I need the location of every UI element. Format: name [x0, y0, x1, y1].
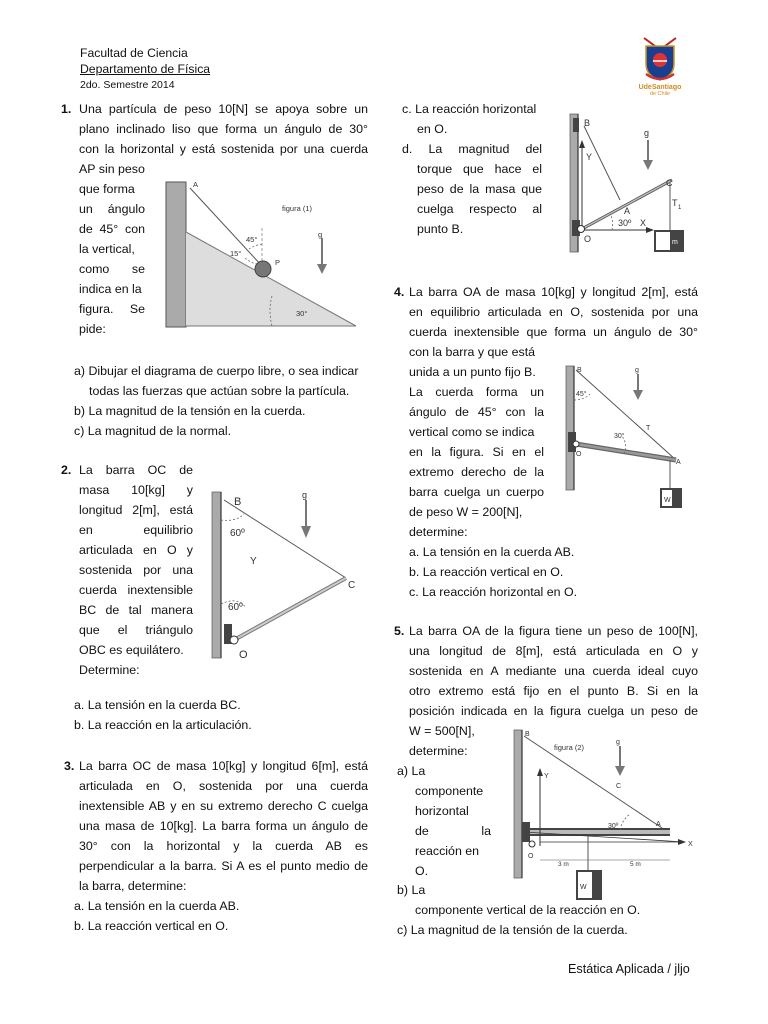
problem-1-number: 1. — [61, 102, 72, 116]
fig2-angle-60-top: 60º — [230, 528, 245, 539]
fig5-label-x: X — [688, 841, 693, 848]
p5-line-4: otro extremo está fijo en el punto B. Si en la — [409, 684, 698, 698]
p5-line-6: W = 500[N], — [409, 724, 475, 738]
p5-line-3: sostenida en A mediante una cuerda ideal cuyo — [409, 664, 698, 678]
p1-line-8: la vertical, — [79, 242, 135, 256]
fig1-title: figura (1) — [282, 204, 313, 213]
fig5-label-y: Y — [544, 773, 549, 780]
fig3-label-t-sub: 1 — [678, 205, 682, 211]
p1-line-4: AP sin peso — [79, 162, 145, 176]
p4-item-a: a. La tensión en la cuerda AB. — [409, 545, 575, 559]
p5-line-7: determine: — [409, 744, 468, 758]
fig5-label-o: O — [528, 853, 534, 860]
fig3-label-c: C — [666, 178, 673, 188]
p5-item-c: c) La magnitud de la tensión de la cuerda. — [397, 923, 628, 937]
p5-item-a-cont-1: componente — [415, 784, 484, 798]
p2-line-8: BC de tal manera — [79, 603, 193, 617]
fig1-angle-30: 30° — [296, 309, 308, 318]
fig5-label-g: g — [616, 739, 620, 746]
p4-line-1: La barra OA de masa 10[kg] y longitud 2[m], está — [409, 285, 698, 299]
problem-3-number: 3. — [64, 759, 75, 773]
faculty-name: Facultad de Ciencia — [80, 46, 188, 60]
p3-line-7: la barra, determine: — [79, 879, 187, 893]
p1-item-a-cont: todas las fuerzas que actúan sobre la partícula. — [89, 384, 350, 398]
fig1-label-p: P — [275, 258, 281, 267]
fig4-label-o: O — [576, 451, 582, 458]
fig3-label-g: g — [644, 128, 650, 138]
p5-item-a-cont-3: de la — [415, 824, 491, 838]
figure-3 — [564, 110, 694, 258]
fig2-angle-60-bottom: 60º — [228, 602, 243, 613]
p3-item-c-cont: en O. — [417, 122, 448, 136]
p3-item-d-cont-2: peso de la masa que — [417, 182, 542, 196]
p2-line-3: longitud 2[m], está — [79, 503, 193, 517]
p5-line-1: La barra OA de la figura tiene un peso de 100[N], — [409, 624, 698, 638]
fig3-label-a: A — [624, 206, 631, 216]
p3-line-4: una masa de 10[kg]. La barra forma un ángulo de — [79, 819, 368, 833]
problem-2-number: 2. — [61, 463, 72, 477]
p3-line-2: articulada en O, sostenida por una cuerda — [79, 779, 368, 793]
p4-item-c: c. La reacción horizontal en O. — [409, 585, 578, 599]
p2-line-6: sostenida por una — [79, 563, 193, 577]
p3-item-d-cont-4: punto B. — [417, 222, 464, 236]
p3-line-5: 30° con la horizontal y la cuerda AB es — [79, 839, 368, 853]
fig4-label-w: W — [664, 497, 671, 504]
figure-2 — [206, 486, 366, 664]
fig5-label-c: C — [616, 783, 622, 790]
p2-line-5: articulada en O y — [79, 543, 193, 557]
page-header — [80, 45, 210, 93]
fig5-label-a: A — [656, 821, 661, 828]
p2-item-b: b. La reacción en la articulación. — [74, 718, 252, 732]
p4-line-6: La cuerda forma un — [409, 385, 544, 399]
p2-line-2: masa 10[kg] y — [79, 483, 193, 497]
p5-line-5: posición indicada en la figura cuelga un peso de — [409, 704, 698, 718]
p3-item-a: a. La tensión en la cuerda AB. — [74, 899, 240, 913]
p4-line-2: en equilibrio articulada en O, sostenida por una — [409, 305, 698, 319]
department-name: Departamento de Física — [80, 62, 211, 76]
figure-4 — [562, 360, 692, 520]
figure-5 — [510, 726, 700, 904]
p3-line-3: inextensible AB y en su extremo derecho C cuelga — [79, 799, 368, 813]
fig3-label-t: T — [672, 198, 678, 208]
p4-line-4: con la barra y que está — [409, 345, 536, 359]
p5-item-a-cont-5: O. — [415, 864, 429, 878]
fig3-label-y: Y — [586, 152, 593, 162]
p3-line-6: perpendicular a la barra. Si A es el punto medio de — [79, 859, 368, 873]
fig4-label-b: B — [577, 367, 582, 374]
p2-line-1: La barra OC de — [79, 463, 193, 477]
p3-item-b: b. La reacción vertical en O. — [74, 919, 229, 933]
fig3-label-x: X — [640, 218, 647, 228]
fig3-label-o: O — [584, 234, 592, 244]
university-logo — [632, 34, 688, 96]
p4-item-b: b. La reacción vertical en O. — [409, 565, 564, 579]
fig2-label-b: B — [234, 496, 242, 508]
fig1-label-g: g — [318, 230, 323, 239]
logo-text-1: UdeSantiago — [638, 84, 682, 91]
p5-item-b: b) La — [397, 883, 426, 897]
fig5-dim-3m: 3 m — [558, 861, 569, 868]
p2-line-11: Determine: — [79, 663, 140, 677]
p5-item-a-cont-2: horizontal — [415, 804, 469, 818]
p3-item-d: d. La magnitud del — [402, 142, 542, 156]
p4-line-7: ángulo de 45° con la — [409, 405, 544, 419]
fig5-label-w: W — [580, 884, 587, 891]
logo-text-2: de Chile — [649, 91, 671, 96]
fig5-angle-30: 30º — [608, 823, 619, 830]
p4-line-11: barra cuelga un cuerpo — [409, 485, 544, 499]
fig3-label-b: B — [584, 118, 591, 128]
p3-item-c: c. La reacción horizontal — [402, 102, 537, 116]
p5-item-b-cont: componente vertical de la reacción en O. — [415, 903, 641, 917]
p1-line-2: plano inclinado liso que forma un ángulo de 30° — [79, 122, 368, 136]
p2-line-7: cuerda inextensible — [79, 583, 193, 597]
page-footer: Estática Aplicada / jljo — [568, 962, 690, 976]
semester-label: 2do. Semestre 2014 — [80, 79, 175, 91]
fig2-label-o: O — [239, 649, 248, 661]
p4-line-12: de peso W = 200[N], — [409, 505, 523, 519]
fig1-label-a: A — [193, 180, 199, 189]
p1-line-5: que forma — [79, 182, 135, 196]
p1-line-12: pide: — [79, 322, 106, 336]
p3-line-1: La barra OC de masa 10[kg] y longitud 6[m], está — [79, 759, 368, 773]
p4-line-10: extremo derecho de la — [409, 465, 544, 479]
p4-line-5: unida a un punto fijo B. — [409, 365, 536, 379]
p1-line-10: indica en la — [79, 282, 142, 296]
p3-item-d-cont-1: torque que hace el — [417, 162, 542, 176]
problem-4-number: 4. — [394, 285, 405, 299]
p2-line-4: en equilibrio — [79, 523, 193, 537]
fig4-label-t: T — [646, 425, 651, 432]
fig5-dim-5m: 5 m — [630, 861, 641, 868]
fig2-label-c: C — [348, 580, 356, 591]
p1-item-c: c) La magnitud de la normal. — [74, 424, 232, 438]
p2-line-9: que el triángulo — [79, 623, 193, 637]
p3-item-d-cont-3: cuelga respecto al — [417, 202, 542, 216]
fig1-angle-45: 45° — [246, 235, 258, 244]
fig5-label-b: B — [525, 731, 530, 738]
figure-1 — [160, 178, 365, 330]
fig4-label-a: A — [676, 459, 681, 466]
fig3-label-m: m — [672, 239, 678, 246]
p1-item-a: a) Dibujar el diagrama de cuerpo libre, o sea indicar — [74, 364, 359, 378]
fig4-angle-30: 30° — [614, 433, 625, 440]
p1-line-1: Una partícula de peso 10[N] se apoya sobre un — [79, 102, 368, 116]
p5-item-a: a) La — [397, 764, 426, 778]
p1-line-6: un ángulo — [79, 202, 145, 216]
p5-line-2: una longitud de 8[m], está articulada en O y — [409, 644, 698, 658]
p4-line-8: vertical como se indica — [409, 425, 535, 439]
fig2-label-g: g — [302, 490, 308, 500]
p1-line-7: de 45° con — [79, 222, 145, 236]
p2-line-10: OBC es equilátero. — [79, 643, 184, 657]
p4-line-3: cuerda inextensible que forma un ángulo de 30° — [409, 325, 698, 339]
p1-line-11: figura. Se — [79, 302, 145, 316]
p1-line-9: como se — [79, 262, 145, 276]
fig1-angle-15: 15° — [230, 249, 242, 258]
p4-line-13: determine: — [409, 525, 468, 539]
p5-item-a-cont-4: reacción en — [415, 844, 480, 858]
p4-line-9: en la figura. Si en el — [409, 445, 544, 459]
p1-line-3: con la horizontal y está sostenida por una cuerda — [79, 142, 368, 156]
fig2-label-y: Y — [250, 556, 257, 567]
fig4-angle-45: 45° — [576, 391, 587, 398]
p1-item-b: b) La magnitud de la tensión en la cuerda. — [74, 404, 306, 418]
fig4-label-g: g — [635, 367, 639, 374]
fig5-title: figura (2) — [554, 743, 585, 752]
p2-item-a: a. La tensión en la cuerda BC. — [74, 698, 241, 712]
fig3-angle-30: 30º — [618, 218, 632, 228]
problem-5-number: 5. — [394, 624, 405, 638]
